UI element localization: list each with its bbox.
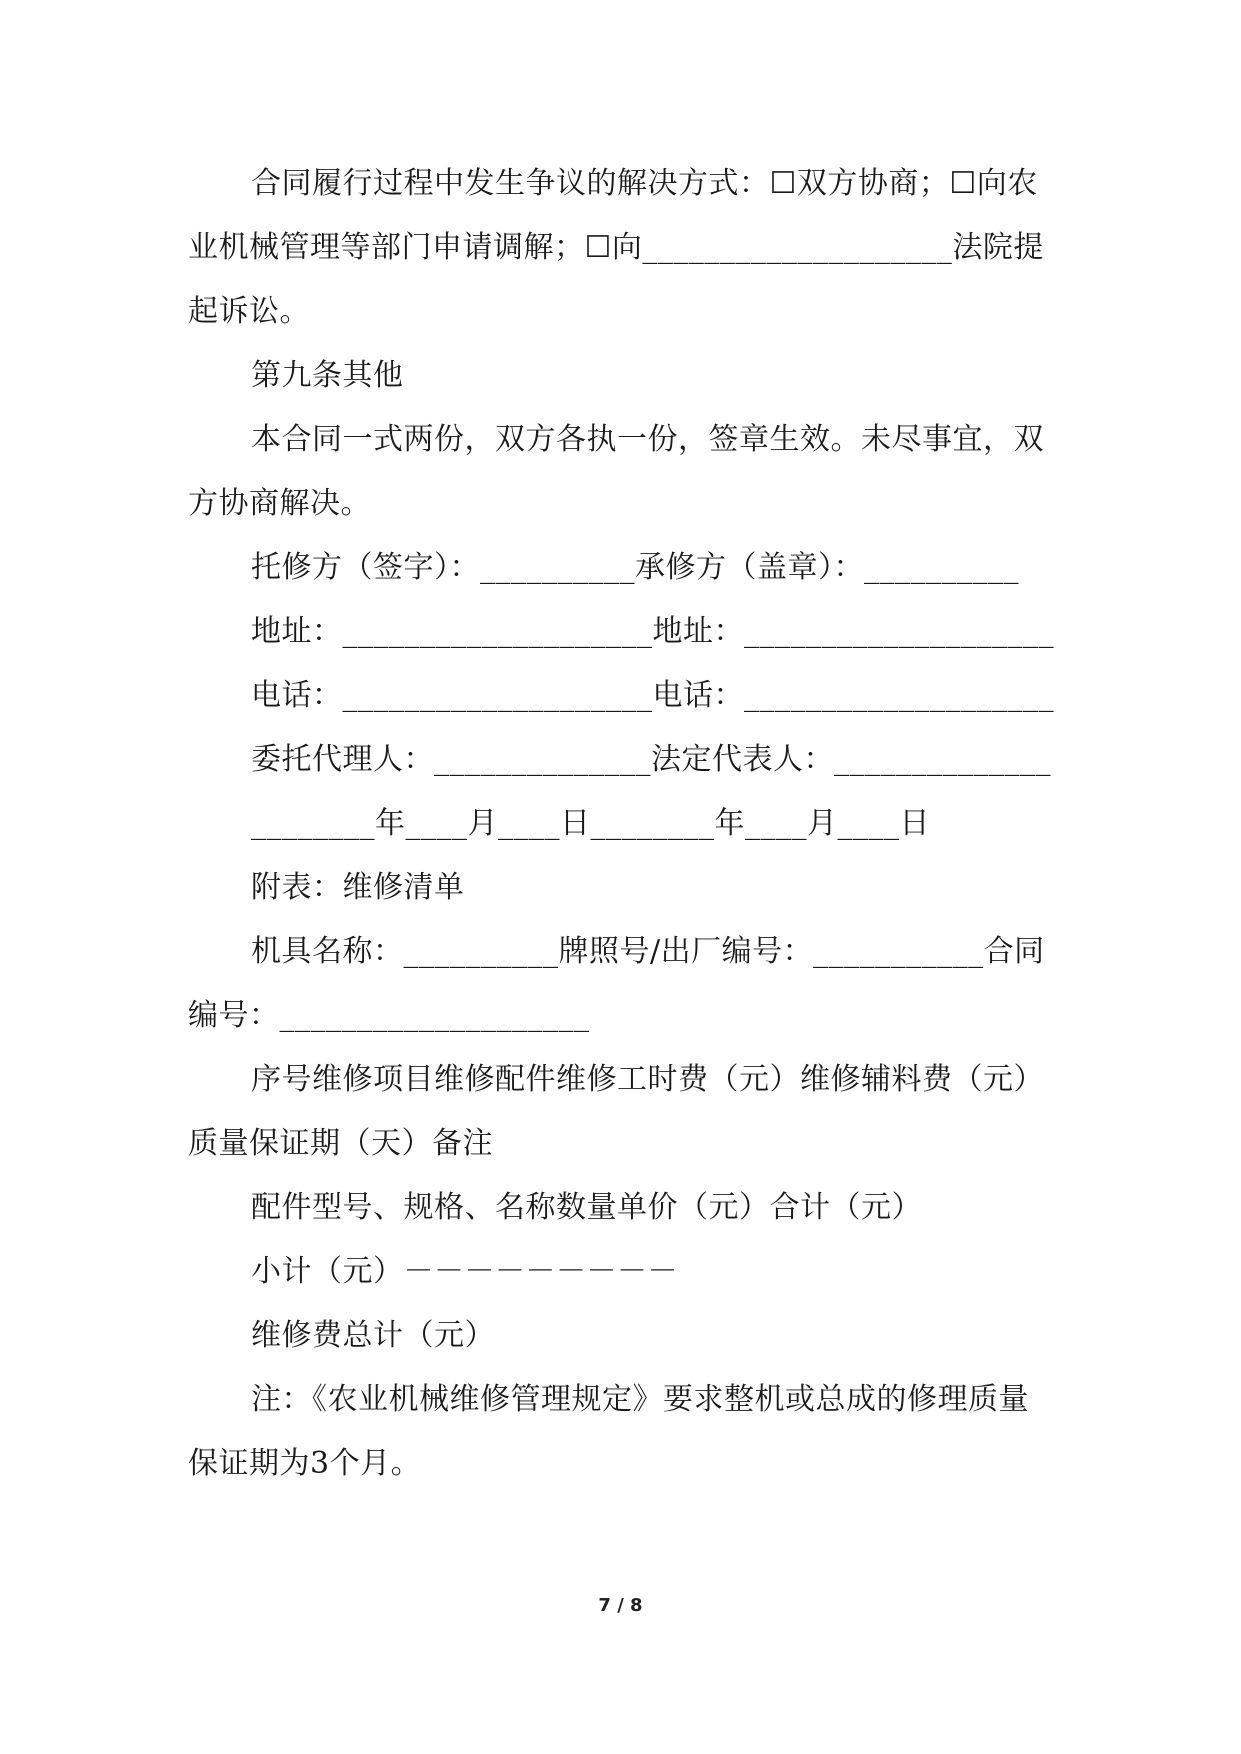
text-line: 方协商解决。: [188, 486, 371, 521]
text-line: 质量保证期（天）备注: [188, 1126, 493, 1161]
note-line: 保证期为3个月。: [188, 1446, 422, 1481]
total-line: 维修费总计（元）: [251, 1318, 495, 1353]
text-line: 机具名称：__________牌照号/出厂编号：___________合同: [251, 934, 1045, 969]
appendix-heading: 附表：维修清单: [251, 870, 465, 905]
text-line: 业机械管理等部门申请调解；☐向____________________法院提: [188, 230, 1044, 265]
note-line: 注：《农业机械维修管理规定》要求整机或总成的修理质量: [251, 1382, 1029, 1417]
page-number: 7 / 8: [598, 1595, 643, 1616]
signature-line: 托修方（签字）：__________承修方（盖章）：__________: [251, 550, 1019, 585]
text-line: 序号维修项目维修配件维修工时费（元）维修辅料费（元）: [251, 1062, 1044, 1097]
text-line: 本合同一式两份，双方各执一份，签章生效。未尽事宜，双: [251, 422, 1044, 457]
date-line: ________年____月____日________年____月____日: [251, 806, 930, 841]
address-line: 地址：____________________地址：____________________: [251, 614, 1054, 649]
text-line: 配件型号、规格、名称数量单价（元）合计（元）: [251, 1190, 922, 1225]
section-heading: 第九条其他: [251, 358, 404, 393]
representative-line: 委托代理人：______________法定代表人：______________: [251, 742, 1051, 777]
subtotal-line: 小计（元）－－－－－－－－－: [251, 1254, 678, 1289]
text-line: 编号：____________________: [188, 998, 590, 1033]
phone-line: 电话：____________________电话：____________________: [251, 678, 1054, 713]
text-line: 合同履行过程中发生争议的解决方式：☐双方协商；☐向农: [251, 166, 1038, 201]
text-line: 起诉讼。: [188, 294, 310, 329]
